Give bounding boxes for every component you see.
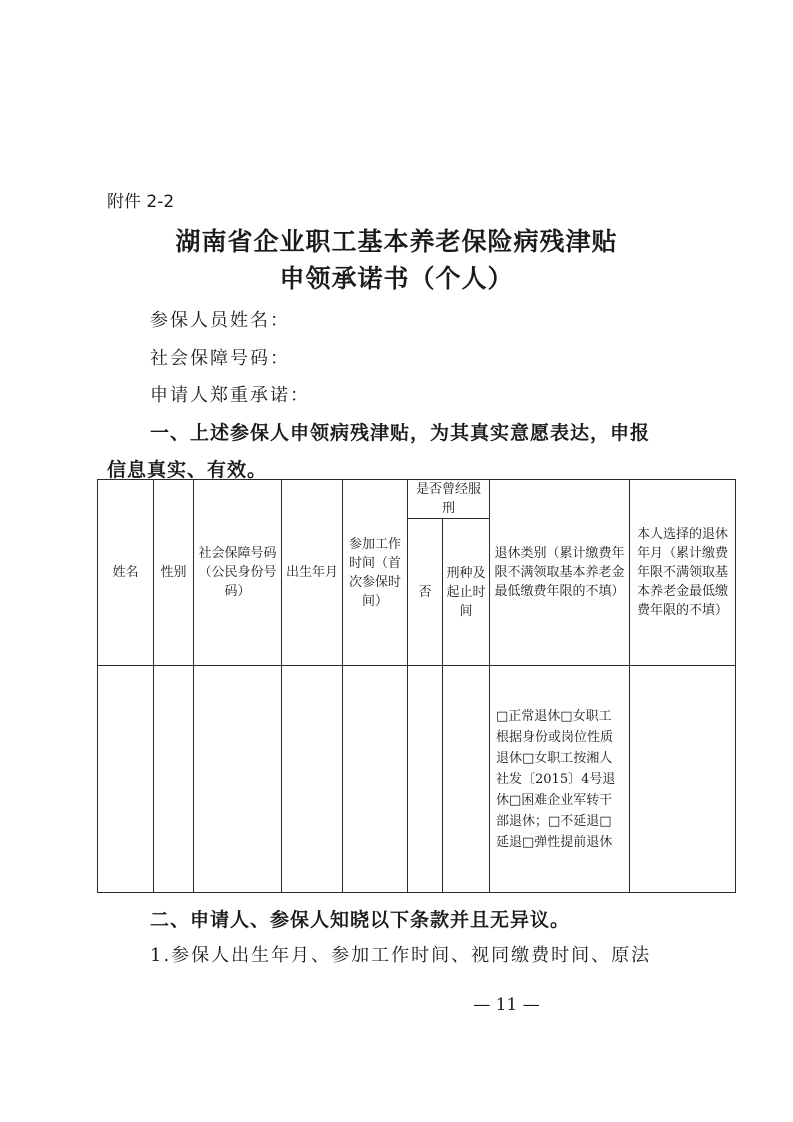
header-criminal-detail: 刑种及起止时间 <box>443 519 490 666</box>
cell-criminal-detail <box>443 666 490 893</box>
header-criminal-group: 是否曾经服刑 <box>408 480 490 519</box>
cell-ss-id <box>194 666 282 893</box>
header-birth: 出生年月 <box>282 480 343 666</box>
header-retire-date: 本人选择的退休年月（累计缴费年限不满领取基本养老金最低缴费年限的不填） <box>630 480 736 666</box>
document-title-line1: 湖南省企业职工基本养老保险病残津贴 <box>175 227 618 256</box>
page-number: — 11 — <box>473 995 540 1015</box>
cell-birth <box>282 666 343 893</box>
header-gender: 性别 <box>154 480 194 666</box>
insured-name-field: 参保人员姓名： <box>150 310 290 331</box>
ss-number-field: 社会保障号码： <box>150 348 290 369</box>
section1-line1: 一、上述参保人申领病残津贴，为其真实意愿表达，申报 <box>150 422 651 444</box>
application-table <box>97 479 736 893</box>
cell-name <box>98 666 154 893</box>
section2-title: 二、申请人、参保人知晓以下条款并且无异议。 <box>150 909 571 931</box>
header-work-start: 参加工作时间（首次参保时间） <box>343 480 408 666</box>
cell-criminal-no <box>408 666 443 893</box>
document-title-line2: 申领承诺书（个人） <box>279 264 514 293</box>
section1-line2: 信息真实、有效。 <box>107 459 268 481</box>
header-criminal-no: 否 <box>408 519 443 666</box>
cell-work-start <box>343 666 408 893</box>
pledge-intro: 申请人郑重承诺： <box>150 385 310 406</box>
header-name: 姓名 <box>98 480 154 666</box>
attachment-label: 附件 2-2 <box>107 192 175 212</box>
cell-retire-date <box>630 666 736 893</box>
header-ss-id: 社会保障号码（公民身份号码） <box>194 480 282 666</box>
cell-gender <box>154 666 194 893</box>
section2-paragraph1: 1.参保人出生年月、参加工作时间、视同缴费时间、原法 <box>150 945 652 966</box>
retire-type-options: □正常退休□女职工根据身份或岗位性质退休□女职工按湘人社发〔2015〕4号退休□困难企业军转干部退休；□不延退□延退□弹性提前退休 <box>490 666 630 893</box>
header-retire-type: 退休类别（累计缴费年限不满领取基本养老金最低缴费年限的不填） <box>490 480 630 666</box>
